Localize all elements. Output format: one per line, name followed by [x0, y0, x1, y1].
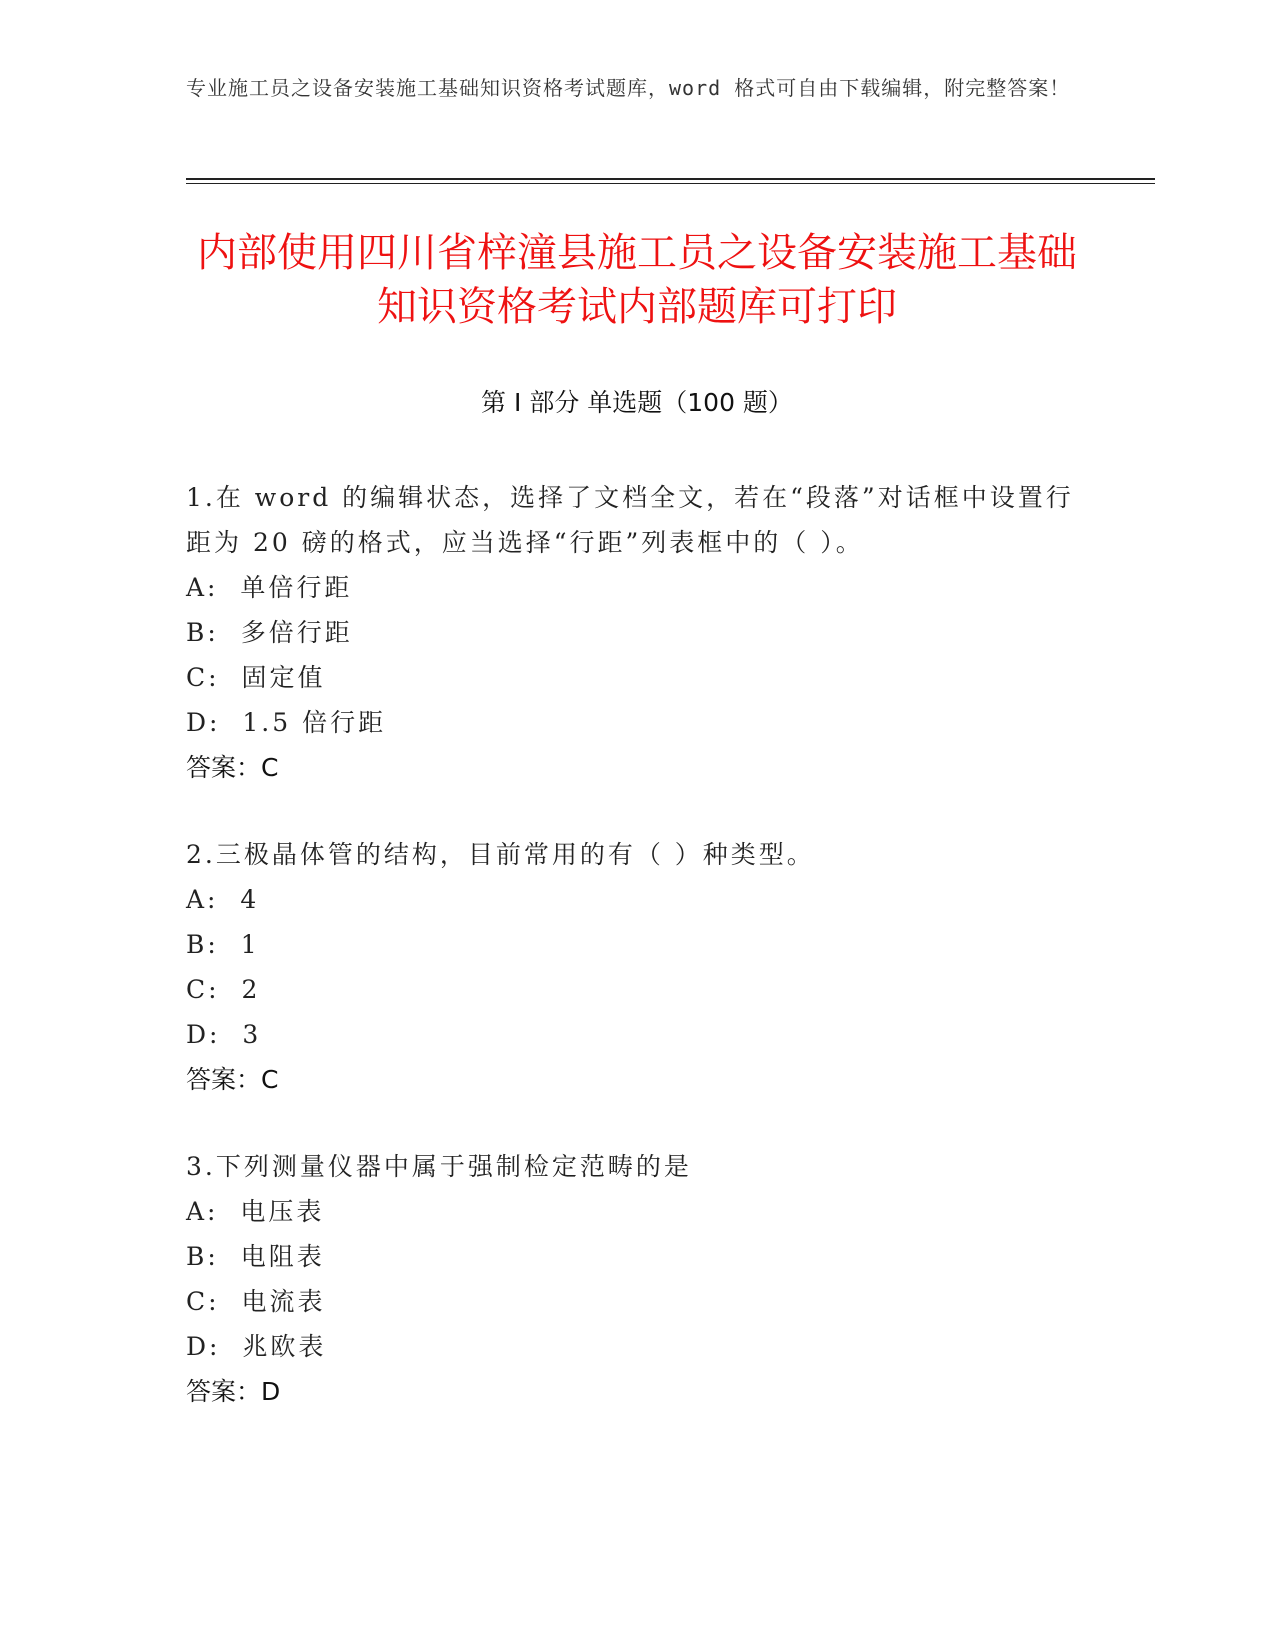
option-a: A: 电压表	[186, 1197, 325, 1226]
option-c: C: 2	[186, 975, 261, 1004]
question-stem: 1.在 word 的编辑状态，选择了文档全文，若在“段落”对话框中设置行距为 20 磅的格式，应当选择“行距”列表框中的（ ）。	[186, 483, 1074, 557]
answer-line: 答案：C	[186, 1065, 279, 1094]
header-note: 专业施工员之设备安装施工基础知识资格考试题库，word 格式可自由下载编辑，附完整答案！	[186, 76, 1071, 100]
answer-line: 答案：D	[186, 1377, 281, 1406]
option-b: B: 1	[186, 930, 260, 959]
answer-line: 答案：C	[186, 753, 279, 782]
question-stem: 3.下列测量仪器中属于强制检定范畴的是	[186, 1152, 692, 1181]
option-b: B: 电阻表	[186, 1242, 325, 1271]
section-title: 第 I 部分 单选题（100 题）	[481, 388, 793, 417]
option-d: D: 3	[186, 1020, 262, 1049]
question-3	[186, 1144, 1086, 1414]
document-title: 内部使用四川省梓潼县施工员之设备安装施工基础知识资格考试内部题库可打印	[197, 230, 1077, 330]
option-d: D: 兆欧表	[186, 1332, 327, 1361]
option-c: C: 电流表	[186, 1287, 326, 1316]
option-b: B: 多倍行距	[186, 618, 353, 647]
header-rule-thick	[186, 178, 1155, 180]
question-stem: 2.三极晶体管的结构，目前常用的有（ ）种类型。	[186, 840, 815, 869]
option-c: C: 固定值	[186, 663, 326, 692]
question-1	[186, 475, 1086, 790]
header-rule-thin	[186, 183, 1155, 184]
option-a: A: 4	[186, 885, 260, 914]
option-d: D: 1.5 倍行距	[186, 708, 387, 737]
option-a: A: 单倍行距	[186, 573, 353, 602]
question-list	[186, 475, 1086, 1456]
question-2	[186, 832, 1086, 1102]
